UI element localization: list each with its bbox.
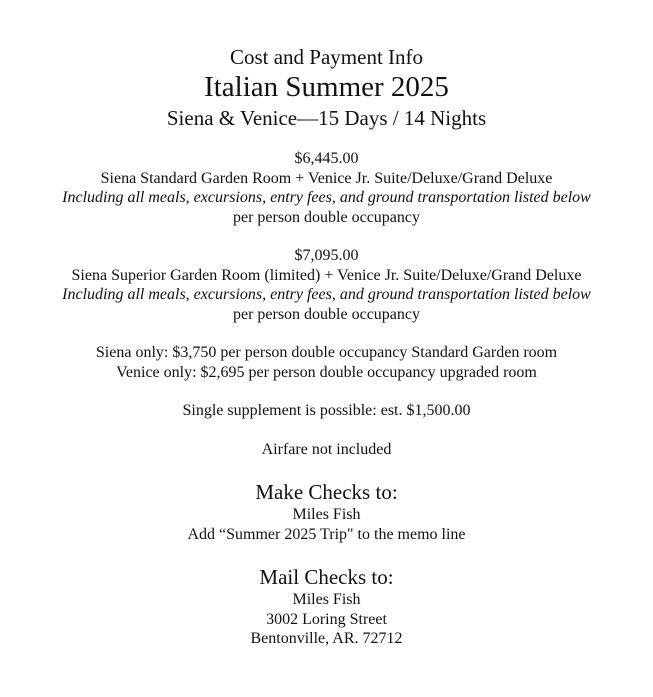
mail-city: Bentonville, AR. 72712 <box>250 630 403 647</box>
package-rooms: Siena Standard Garden Room + Venice Jr. Suite/Deluxe/Grand Deluxe <box>100 169 553 187</box>
single-supplement: Single supplement is possible: est. $1,500.00 <box>182 402 471 419</box>
header-block <box>0 44 653 132</box>
mail-street: 3002 Loring Street <box>266 610 387 628</box>
package-superior <box>0 246 653 324</box>
package-basis: per person double occupancy <box>232 208 421 226</box>
checks-payable-block <box>0 479 653 544</box>
doc-subtitle: Cost and Payment Info <box>229 45 424 69</box>
doc-tagline: Siena & Venice—15 Days / 14 Nights <box>166 106 487 130</box>
single-city-options <box>0 343 653 382</box>
doc-title: Italian Summer 2025 <box>204 71 449 103</box>
package-price: $7,095.00 <box>294 247 359 264</box>
mail-name: Miles Fish <box>292 591 361 608</box>
package-rooms: Siena Superior Garden Room (limited) + Venice Jr. Suite/Deluxe/Grand Deluxe <box>71 266 582 284</box>
checks-memo: Add “Summer 2025 Trip" to the memo line <box>187 525 466 543</box>
package-price: $6,445.00 <box>294 150 359 167</box>
siena-only-option: Siena only: $3,750 per person double occupancy Standard Garden room <box>95 344 558 361</box>
checks-heading: Make Checks to: <box>255 480 398 504</box>
package-includes: Including all meals, excursions, entry fees, and ground transportation listed below <box>62 189 591 206</box>
package-standard <box>0 149 653 227</box>
checks-payee: Miles Fish <box>292 506 361 523</box>
mailing-address-block <box>0 564 653 649</box>
airfare-note: Airfare not included <box>261 440 392 458</box>
mail-heading: Mail Checks to: <box>259 565 394 589</box>
venice-only-option: Venice only: $2,695 per person double occupancy upgraded room <box>116 363 537 381</box>
package-basis: per person double occupancy <box>232 305 421 323</box>
package-includes: Including all meals, excursions, entry fees, and ground transportation listed below <box>62 286 591 303</box>
